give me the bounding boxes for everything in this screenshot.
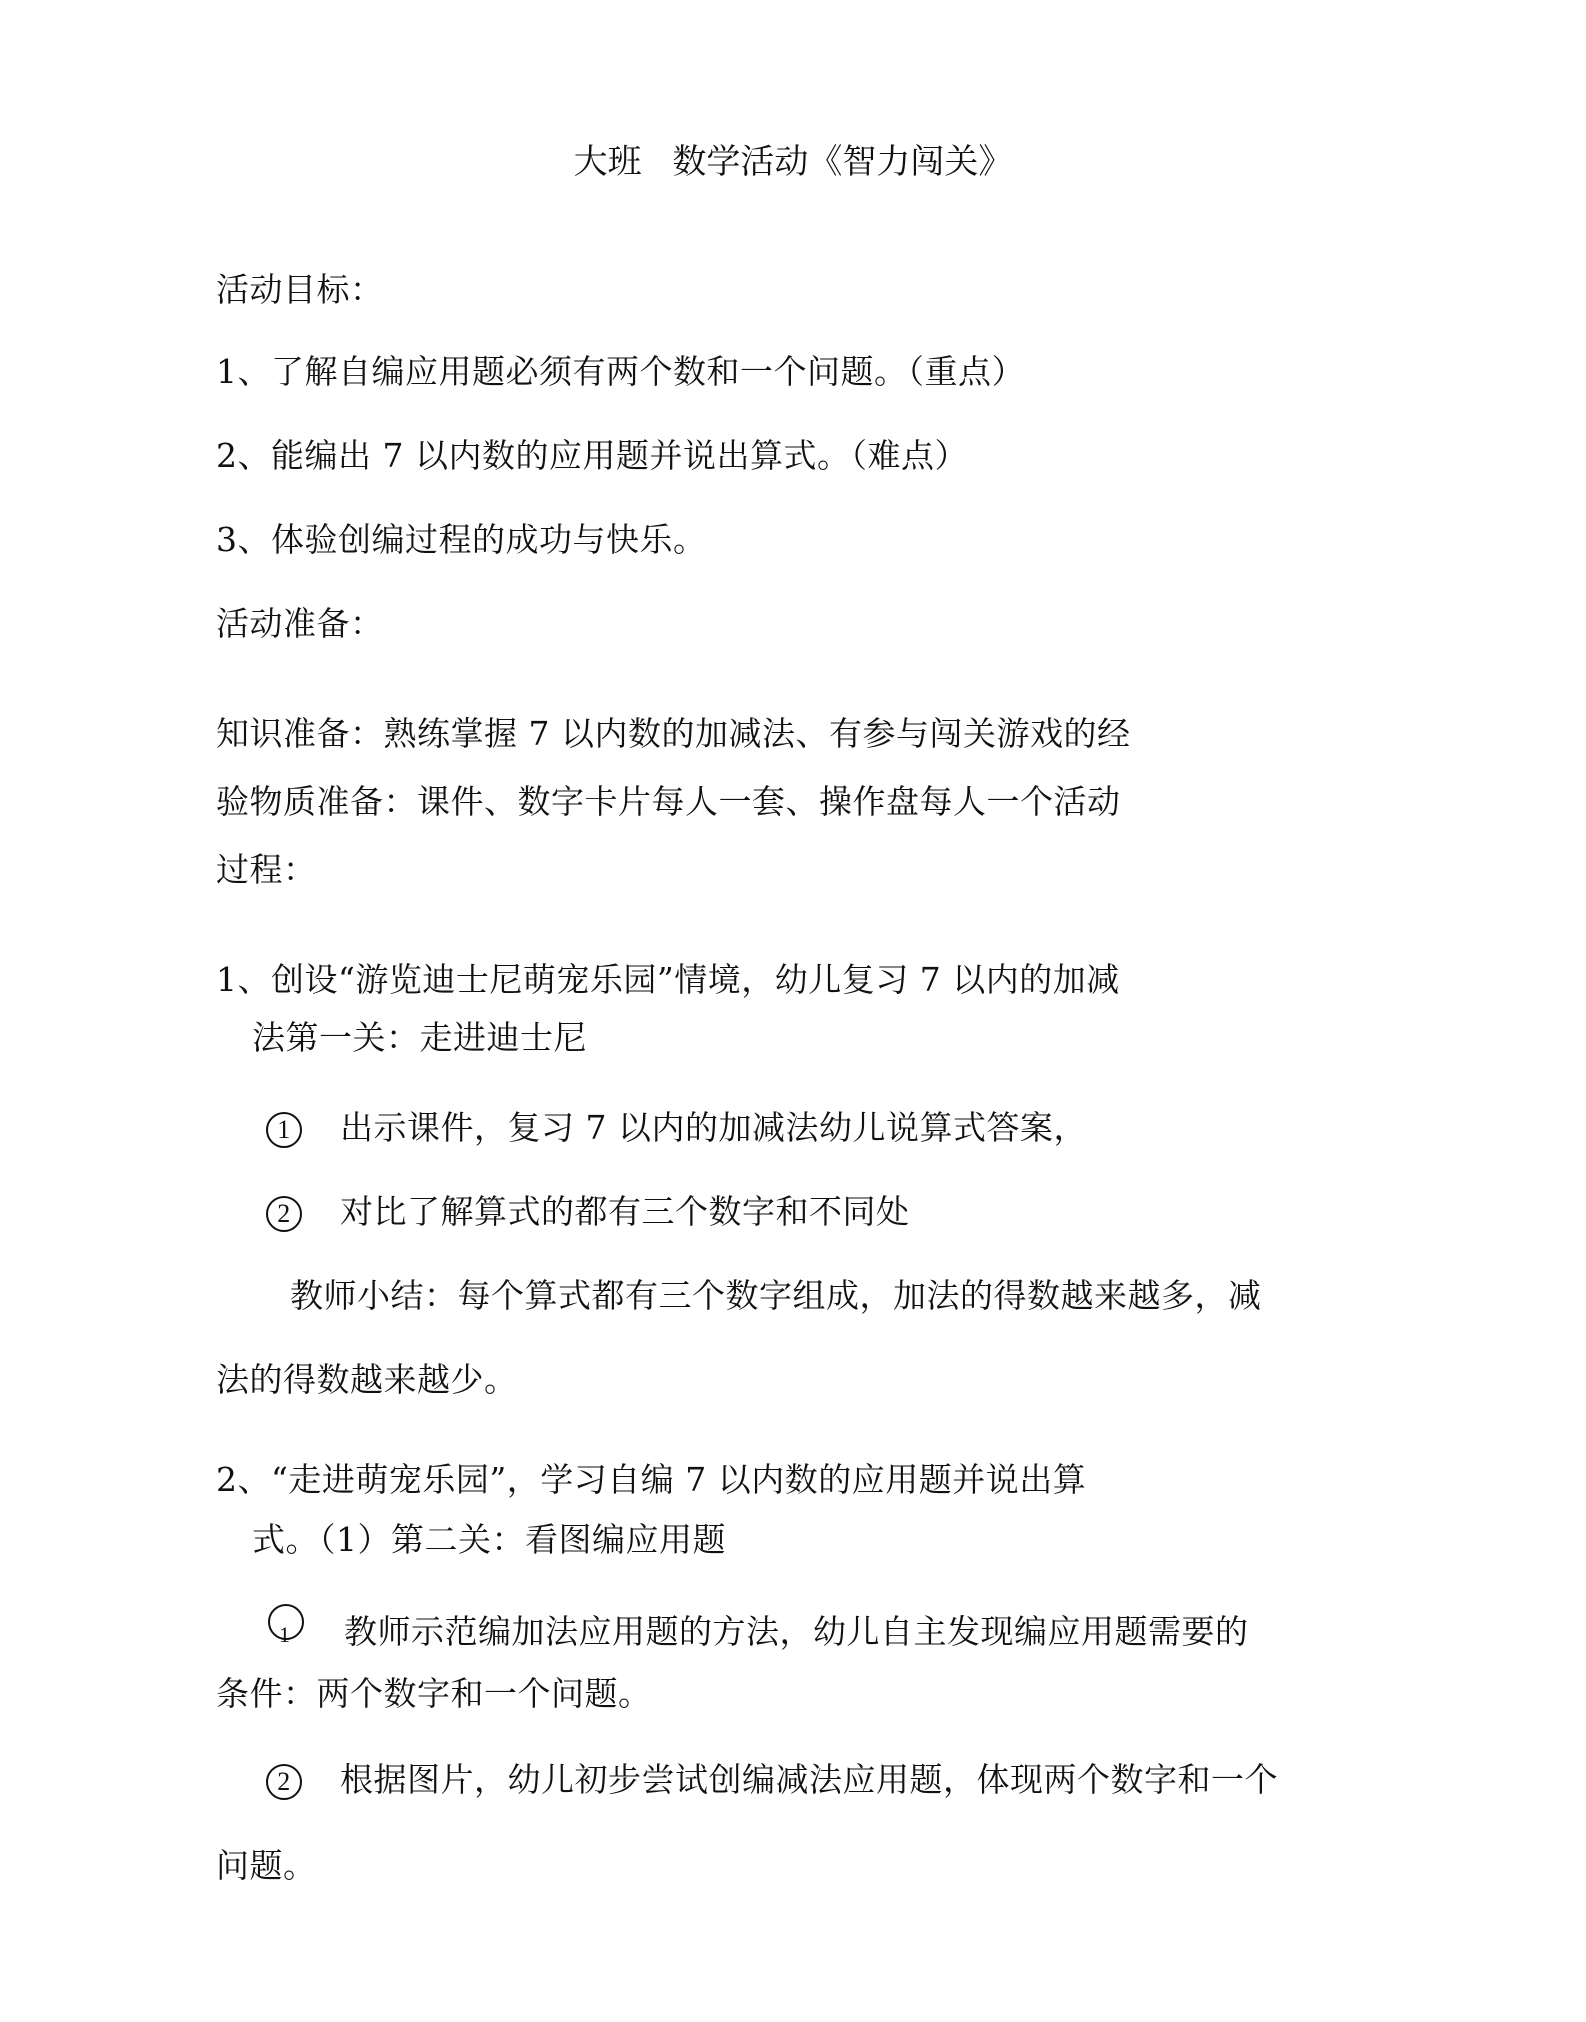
goal-item-2: 2、能编出 7 以内数的应用题并说出算式。（难点） (216, 436, 968, 475)
step2-level: 式。（1）第二关：看图编应用题 (252, 1520, 726, 1559)
step1-sub-item-2 (266, 1192, 910, 1232)
step2-heading: 2、“走进萌宠乐园”，学习自编 7 以内数的应用题并说出算 (216, 1460, 1087, 1499)
teacher-summary-line-1: 教师小结：每个算式都有三个数字组成，加法的得数越来越多，减 (290, 1276, 1262, 1315)
process-heading: 过程： (216, 850, 317, 889)
step2-sub-item-1 (266, 1612, 1249, 1662)
circled-number-1-icon: 1 (266, 1612, 306, 1662)
step2-sub-item-2 (266, 1760, 1278, 1800)
step1-sub-item-1-text: 出示课件，复习 7 以内的加减法幼儿说算式答案， (340, 1108, 1087, 1147)
title-class-level: 大班 (573, 142, 642, 182)
step1-sub-item-1 (266, 1108, 1087, 1148)
goal-item-3: 3、体验创编过程的成功与快乐。 (216, 520, 707, 559)
prep-knowledge: 知识准备：熟练掌握 7 以内数的加减法、有参与闯关游戏的经 (216, 714, 1131, 753)
step2-sub-item-1-cont: 条件：两个数字和一个问题。 (216, 1674, 652, 1713)
goal-item-1: 1、了解自编应用题必须有两个数和一个问题。（重点） (216, 352, 1025, 391)
step2-sub-item-2-cont: 问题。 (216, 1846, 317, 1885)
step2-sub-item-2-text: 根据图片，幼儿初步尝试创编减法应用题，体现两个数字和一个 (340, 1760, 1278, 1799)
goals-heading: 活动目标： (216, 270, 384, 309)
prep-heading: 活动准备： (216, 604, 384, 643)
circled-number-2-icon: 2 (266, 1764, 302, 1800)
title-activity: 数学活动《智力闯关》 (672, 142, 1013, 182)
prep-materials: 验物质准备：课件、数字卡片每人一套、操作盘每人一个活动 (216, 782, 1121, 821)
document-title (0, 140, 1586, 184)
teacher-summary-line-2: 法的得数越来越少。 (216, 1360, 518, 1399)
step1-level: 法第一关：走进迪士尼 (252, 1018, 587, 1057)
step1-sub-item-2-text: 对比了解算式的都有三个数字和不同处 (340, 1192, 910, 1231)
circled-number-1-icon: 1 (266, 1112, 302, 1148)
step1-heading: 1、创设“游览迪士尼萌宠乐园”情境，幼儿复习 7 以内的加减 (216, 960, 1120, 999)
circled-number-2-icon: 2 (266, 1196, 302, 1232)
step2-sub-item-1-text: 教师示范编加法应用题的方法，幼儿自主发现编应用题需要的 (344, 1612, 1249, 1651)
